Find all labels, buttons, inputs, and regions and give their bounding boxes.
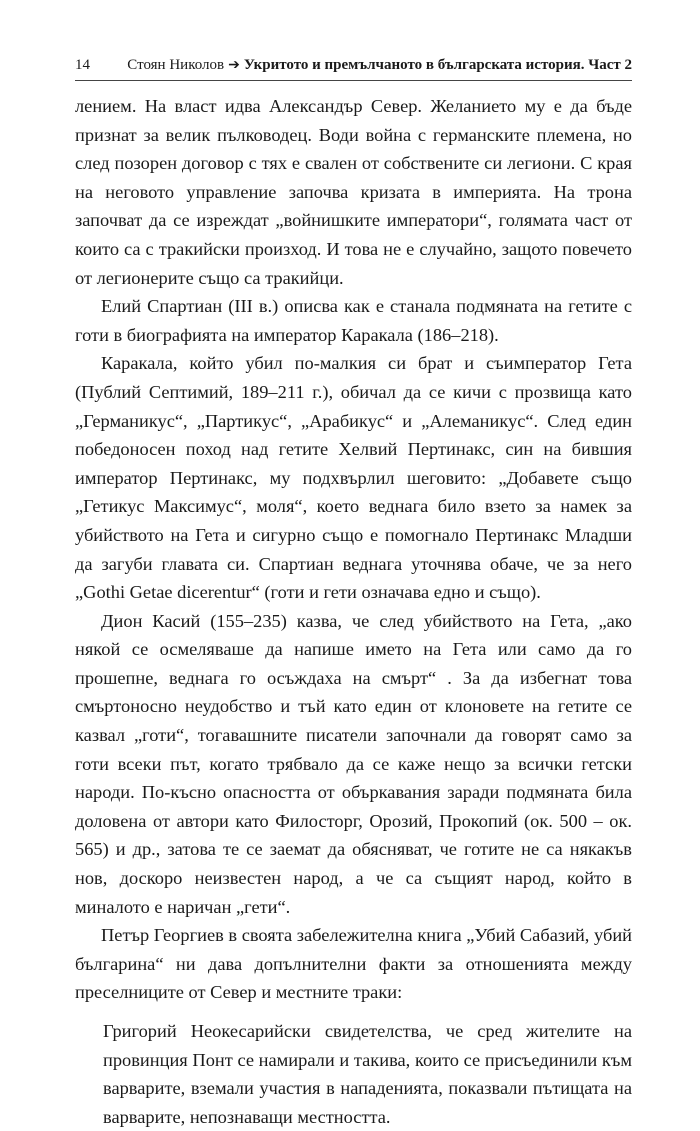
page-number: 14 — [75, 57, 90, 73]
book-title: Укритото и премълчаното в българската история. Част 2 — [243, 57, 632, 73]
block-quote: Григорий Неокесарийски свидетелства, че сред жителите на провинция Понт се намирали и такива, които се присъединили към варварите, вземали участия в нападенията, показвали пътищата на варварите, непознаващи местността. — [103, 1021, 632, 1127]
paragraph-1: лением. На власт идва Александър Север. Желанието му е да бъде признат за велик пълководец. Води война с германските племена, но след позорен договор с тях е свален от собствените си легиони. С края на неговото управление започва кризата в империята. На трона започват да се изреждат „войнишките императори“, голямата част от които са с тракийски произход. И това не е случайно, защото повечето от легионерите също са тракийци. — [75, 96, 632, 288]
header-rule — [75, 80, 632, 81]
paragraph-4: Дион Касий (155–235) казва, че след убийството на Гета, „ако някой се осмеляваше да напише името на Гета или само да го прошепне, веднага го осъждаха на смърт“ . За да избегнат това смъртоносно неудобство и тъй като един от клоновете на гетите се казвал „готи“, тогавашните писатели започнали да говорят само за готи всеки път, когато трябвало да се каже нещо за всички гетски народи. По-късно опасността от объркавания заради подмяната била доловена от автори като Филосторг, Орозий, Прокопий (ок. 500 – ок. 565) и др., затова те се заемат да обясняват, че готите не са някакъв нов, доскоро неизвестен народ, а че са същият народ, който в миналото е наричан „гети“. — [75, 610, 632, 917]
author-name: Стоян Николов — [127, 57, 225, 73]
paragraph-2: Елий Спартиан (III в.) описва как е станала подмяната на гетите с готи в биографията на император Каракала (186–218). — [75, 296, 632, 345]
running-head — [75, 54, 632, 77]
arrow-icon: ➔ — [228, 58, 240, 73]
paragraph-3: Каракала, който убил по-малкия си брат и съимператор Гета (Публий Септимий, 189–211 г.), обичал да се кичи с прозвища като „Германикус“, „Партикус“, „Арабикус“ и „Алеманикус“. След един победоносен поход над гетите Хелвий Пертинакс, син на бившия император Пертинакс, му подхвърлил шеговито: „Добавете също „Гетикус Максимус“, моля“, което веднага било взето за намек за убийството на Гета и сигурно също е помогнало Пертинакс Младши да загуби главата си. Спартиан веднага уточнява обаче, че за него „Gothi Getae dicerentur“ (готи и гети означава едно и също). — [75, 353, 632, 603]
paragraph-5: Петър Георгиев в своята забележителна книга „Убий Сабазий, убий българина“ ни дава допълнителни факти за отношенията между преселниците от Север и местните траки: — [75, 925, 632, 1003]
body-text — [75, 92, 632, 1131]
